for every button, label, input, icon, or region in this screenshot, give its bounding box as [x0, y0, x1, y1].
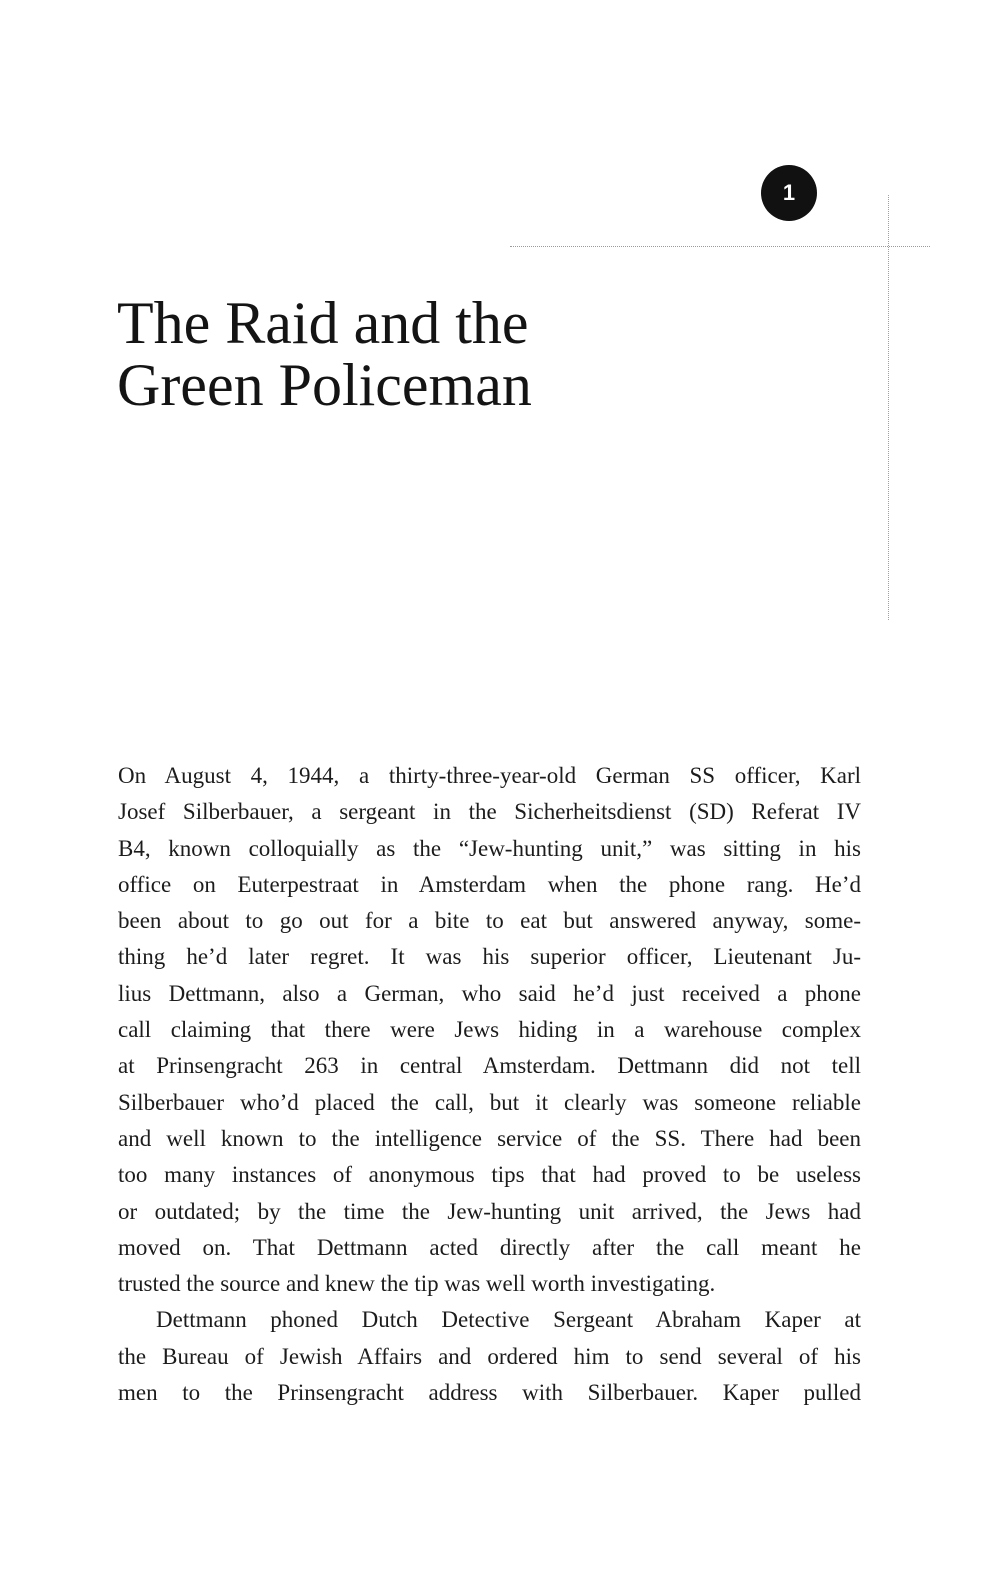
chapter-number-badge: 1 — [761, 165, 817, 221]
text-line: B4, known colloquially as the “Jew-hunting unit,” was sitting in his — [118, 835, 861, 861]
body-text — [118, 758, 861, 1411]
chapter-title-line: The Raid and the — [117, 290, 529, 356]
text-line: at Prinsengracht 263 in central Amsterdam. Dettmann did not tell — [118, 1053, 861, 1079]
text-line: Silberbauer who’d placed the call, but it clearly was someone reliable — [118, 1089, 861, 1115]
paragraph-2 — [118, 1302, 861, 1411]
text-line: On August 4, 1944, a thirty-three-year-old German SS officer, Karl — [118, 763, 861, 788]
text-line: office on Euterpestraat in Amsterdam when the phone rang. He’d — [118, 871, 861, 897]
text-line: trusted the source and knew the tip was well worth investigating. — [118, 1271, 716, 1297]
text-line: the Bureau of Jewish Affairs and ordered him to send several of his — [118, 1343, 861, 1369]
text-line: and well known to the intelligence service of the SS. There had been — [118, 1125, 861, 1151]
text-line: moved on. That Dettmann acted directly after the call meant he — [118, 1234, 861, 1260]
text-line: men to the Prinsengracht address with Silberbauer. Kaper pulled — [118, 1380, 861, 1406]
decorative-dotted-rule-vertical — [888, 195, 889, 620]
text-line: or outdated; by the time the Jew-hunting unit arrived, the Jews had — [118, 1198, 861, 1224]
text-line: too many instances of anonymous tips that had proved to be useless — [118, 1162, 861, 1188]
paragraph-1 — [118, 758, 861, 1302]
decorative-dotted-rule-horizontal — [510, 246, 930, 247]
text-line: call claiming that there were Jews hiding in a warehouse complex — [118, 1017, 861, 1043]
text-line: lius Dettmann, also a German, who said he’d just received a phone — [118, 980, 861, 1006]
chapter-title-line: Green Policeman — [117, 352, 532, 418]
text-line: been about to go out for a bite to eat but answered anyway, some- — [118, 908, 861, 934]
text-line: thing he’d later regret. It was his superior officer, Lieutenant Ju- — [118, 944, 861, 970]
text-line: Josef Silberbauer, a sergeant in the Sicherheitsdienst (SD) Referat IV — [118, 799, 861, 825]
chapter-title — [117, 292, 757, 416]
text-line: Dettmann phoned Dutch Detective Sergeant Abraham Kaper at — [156, 1307, 861, 1333]
